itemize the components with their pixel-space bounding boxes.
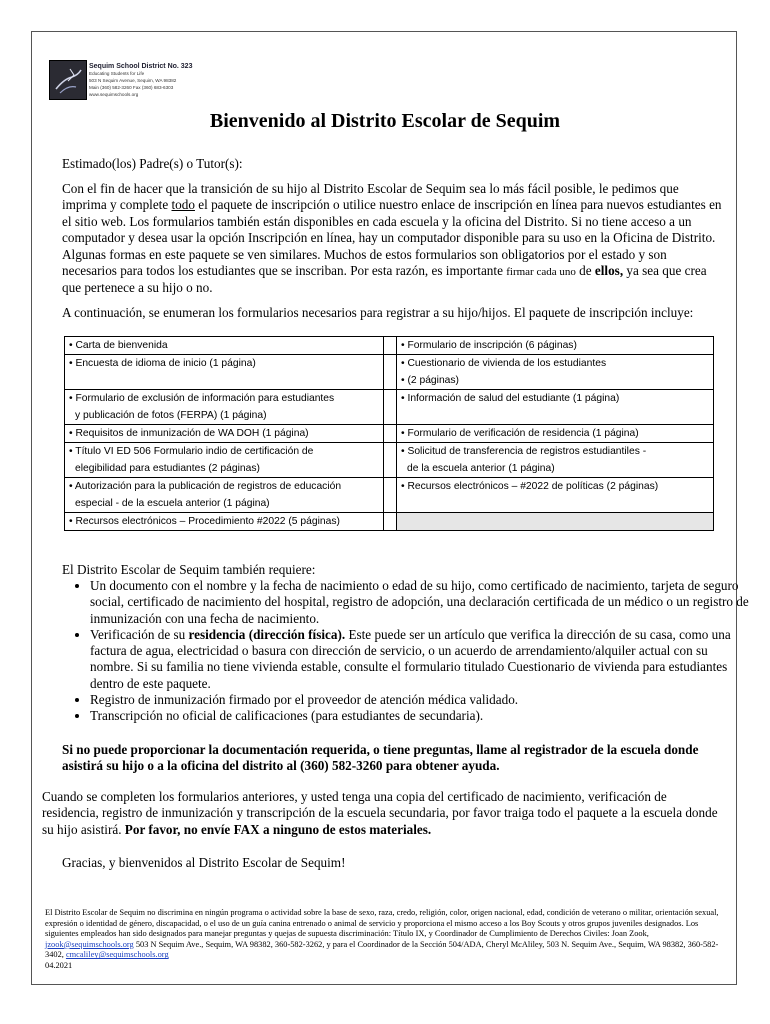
table-empty-cell (397, 513, 714, 531)
cell-line: • (2 páginas) (401, 375, 459, 386)
thanks-line: Gracias, y bienvenidos al Distrito Escolar de Sequim! (62, 855, 346, 870)
table-cell: • Formulario de inscripción (6 páginas) (397, 337, 714, 355)
intro-text-c: de (575, 263, 595, 279)
req-bold-text: residencia (dirección física). (188, 626, 346, 642)
table-row (65, 337, 714, 355)
table-row (65, 478, 714, 513)
cell-line: • Autorización para la publicación de registros de educación (69, 481, 342, 492)
table-gap-cell (384, 478, 397, 513)
table-gap-cell (384, 425, 397, 443)
table-gap-cell (384, 337, 397, 355)
intro-text-d: ya sea que crea que pertenece a su hijo o no. (62, 263, 707, 296)
table-cell (65, 443, 384, 478)
closing-paragraph (42, 789, 722, 838)
letterhead-tagline: Educating Students for Life (89, 71, 145, 76)
closing-text: Cuando se completen los formularios anteriores, y usted tenga una copia del certificado de nacimiento, verificación de residencia, registro de inmunización y transcripción de la escuela secundaria, por favor traiga todo el paquete a la escuela donde su hijo asistirá. (42, 789, 718, 837)
list-item (90, 627, 750, 692)
list-item: • Transcripción no oficial de calificaciones (para estudiantes de secundaria). (90, 708, 750, 724)
intro-small-text: firmar cada uno (506, 266, 576, 279)
table-cell (65, 478, 384, 513)
table-cell (397, 443, 714, 478)
req-text: Este puede ser un artículo que verifica la dirección de su casa, como una factura de agua, electricidad o basura con dirección de servicio, o un acuerdo de arrendamiento/alquiler actual con su nombre. Si su familia no tiene vivienda estable, consulte el formulario titulado Cuestionario de vivienda para estudiantes dentro de este paquete. (90, 626, 731, 691)
cell-line: y publicación de fotos (FERPA) (1 página) (75, 410, 267, 421)
forms-table (64, 336, 714, 531)
intro-bold-text: ellos, (594, 263, 624, 279)
intro-underlined-word: todo (171, 197, 195, 213)
cell-line: de la escuela anterior (1 página) (407, 463, 555, 474)
intro-text-a: Con el fin de hacer que la transición de su hijo al Distrito Escolar de Sequim sea lo más fácil posible, le pedimos que imprima y complete (62, 181, 679, 213)
list-item: • Un documento con el nombre y la fecha de nacimiento o edad de su hijo, como certificado de nacimiento, tarjeta de seguro social, certificado de nacimiento del hospital, registro de adopción, una declaración certificada de un médico o un registro de inmunización con una fecha de nacimiento. (90, 578, 750, 627)
cell-line: elegibilidad para estudiantes (2 páginas) (75, 463, 260, 474)
footer-notice (45, 908, 725, 972)
table-cell (397, 355, 714, 390)
contact-paragraph: Si no puede proporcionar la documentación requerida, o tiene preguntas, llame al registrador de la escuela donde asistirá su hijo o a la oficina del distrito al (360) 582-3260 para obtener ayuda. (62, 742, 699, 774)
req-text: Verificación de su (90, 626, 189, 642)
footer-text: 503 N Sequim Ave., Sequim, WA 98382, 360-582-3262, y para el Coordinador de la Sección 504/ADA, Cheryl McAliley, 503 N. Sequim Ave., Sequim, WA 98382, 360-582-3402, (45, 939, 719, 960)
table-cell: • Formulario de verificación de residencia (1 página) (397, 425, 714, 443)
table-row (65, 390, 714, 425)
district-logo (49, 60, 87, 100)
table-cell: • Encuesta de idioma de inicio (1 página) (65, 355, 384, 390)
requirements-list (62, 578, 750, 725)
letterhead (89, 63, 192, 98)
table-row (65, 355, 714, 390)
letterhead-website: www.sequimschools.org (89, 92, 139, 97)
cell-line: • Formulario de exclusión de información para estudiantes (69, 393, 335, 404)
table-cell: • Carta de bienvenida (65, 337, 384, 355)
requires-intro: El Distrito Escolar de Sequim también requiere: (62, 562, 316, 577)
table-cell: • Recursos electrónicos – Procedimiento #2022 (5 páginas) (65, 513, 384, 531)
table-row (65, 425, 714, 443)
letterhead-phone: Main (360) 582-3260 Fax (360) 683-6303 (89, 85, 174, 90)
table-gap-cell (384, 355, 397, 390)
page-title: Bienvenido al Distrito Escolar de Sequim (209, 110, 561, 132)
email-link-mcaliley[interactable]: cmcaliley@sequimschools.org (65, 950, 169, 960)
table-cell: • Recursos electrónicos – #2022 de políticas (2 páginas) (397, 478, 714, 513)
cell-line: • Título VI ED 506 Formulario indio de certificación de (69, 446, 314, 457)
intro-text-b: el paquete de inscripción o utilice nuestro enlace de inscripción en línea para nuevos estudiantes en el sitio web. Los formularios también están disponibles en cada escuela y la oficina del Distrito. Si no tiene acceso a un computador y desea usar la opción Inscripción en línea, hay un computador disponible para su uso en la Oficina de Distrito. Algunas formas en este paquete se ven similares. Muchos de estos formularios son obligatorios por el estado y son necesarios para todos los estudiantes que se inscriban. Por esta razón, es importante (62, 197, 722, 279)
greeting: Estimado(los) Padre(s) o Tutor(s): (62, 156, 243, 171)
cell-line: • Solicitud de transferencia de registros estudiantiles - (401, 446, 647, 457)
table-row (65, 443, 714, 478)
table-gap-cell (384, 513, 397, 531)
footer-text: El Distrito Escolar de Sequim no discrimina en ningún programa o actividad sobre la base de sexo, raza, credo, religión, color, origen nacional, edad, condición de veterano o militar, orientación sexual, expresión o identidad de género, discapacidad, o el uso de un guía canina entrenado o animal de servicio y proporciona el mismo acceso a los Boy Scouts y otros grupos juveniles designados. Los siguientes empleados han sido designados para manejar preguntas y quejas de supuesta discriminación: Título IX, y Coordinador de Cumplimiento de Derechos Civiles: Joan Zook, (45, 908, 719, 939)
heron-logo-icon (50, 61, 86, 99)
table-cell: • Información de salud del estudiante (1 página) (397, 390, 714, 425)
list-item: • Registro de inmunización firmado por el proveedor de atención médica validado. (90, 692, 750, 708)
table-gap-cell (384, 390, 397, 425)
cell-line: especial - de la escuela anterior (1 página) (75, 498, 270, 509)
footer-date: 04.2021 (45, 960, 73, 970)
letterhead-org: Sequim School District No. 323 (89, 63, 193, 70)
letterhead-address: 503 N Sequim Avenue, Sequim, WA 98382 (89, 78, 177, 83)
closing-bold-text: Por favor, no envíe FAX a ninguno de estos materiales. (124, 821, 432, 837)
table-row (65, 513, 714, 531)
intro-paragraph (62, 181, 722, 297)
email-link-zook[interactable]: jzook@sequimschools.org (45, 939, 134, 949)
table-gap-cell (384, 443, 397, 478)
table-cell (65, 390, 384, 425)
cell-line: • Cuestionario de vivienda de los estudiantes (401, 358, 607, 369)
list-intro: A continuación, se enumeran los formularios necesarios para registrar a su hijo/hijos. El paquete de inscripción incluye: (62, 305, 694, 320)
table-cell: • Requisitos de inmunización de WA DOH (1 página) (65, 425, 384, 443)
